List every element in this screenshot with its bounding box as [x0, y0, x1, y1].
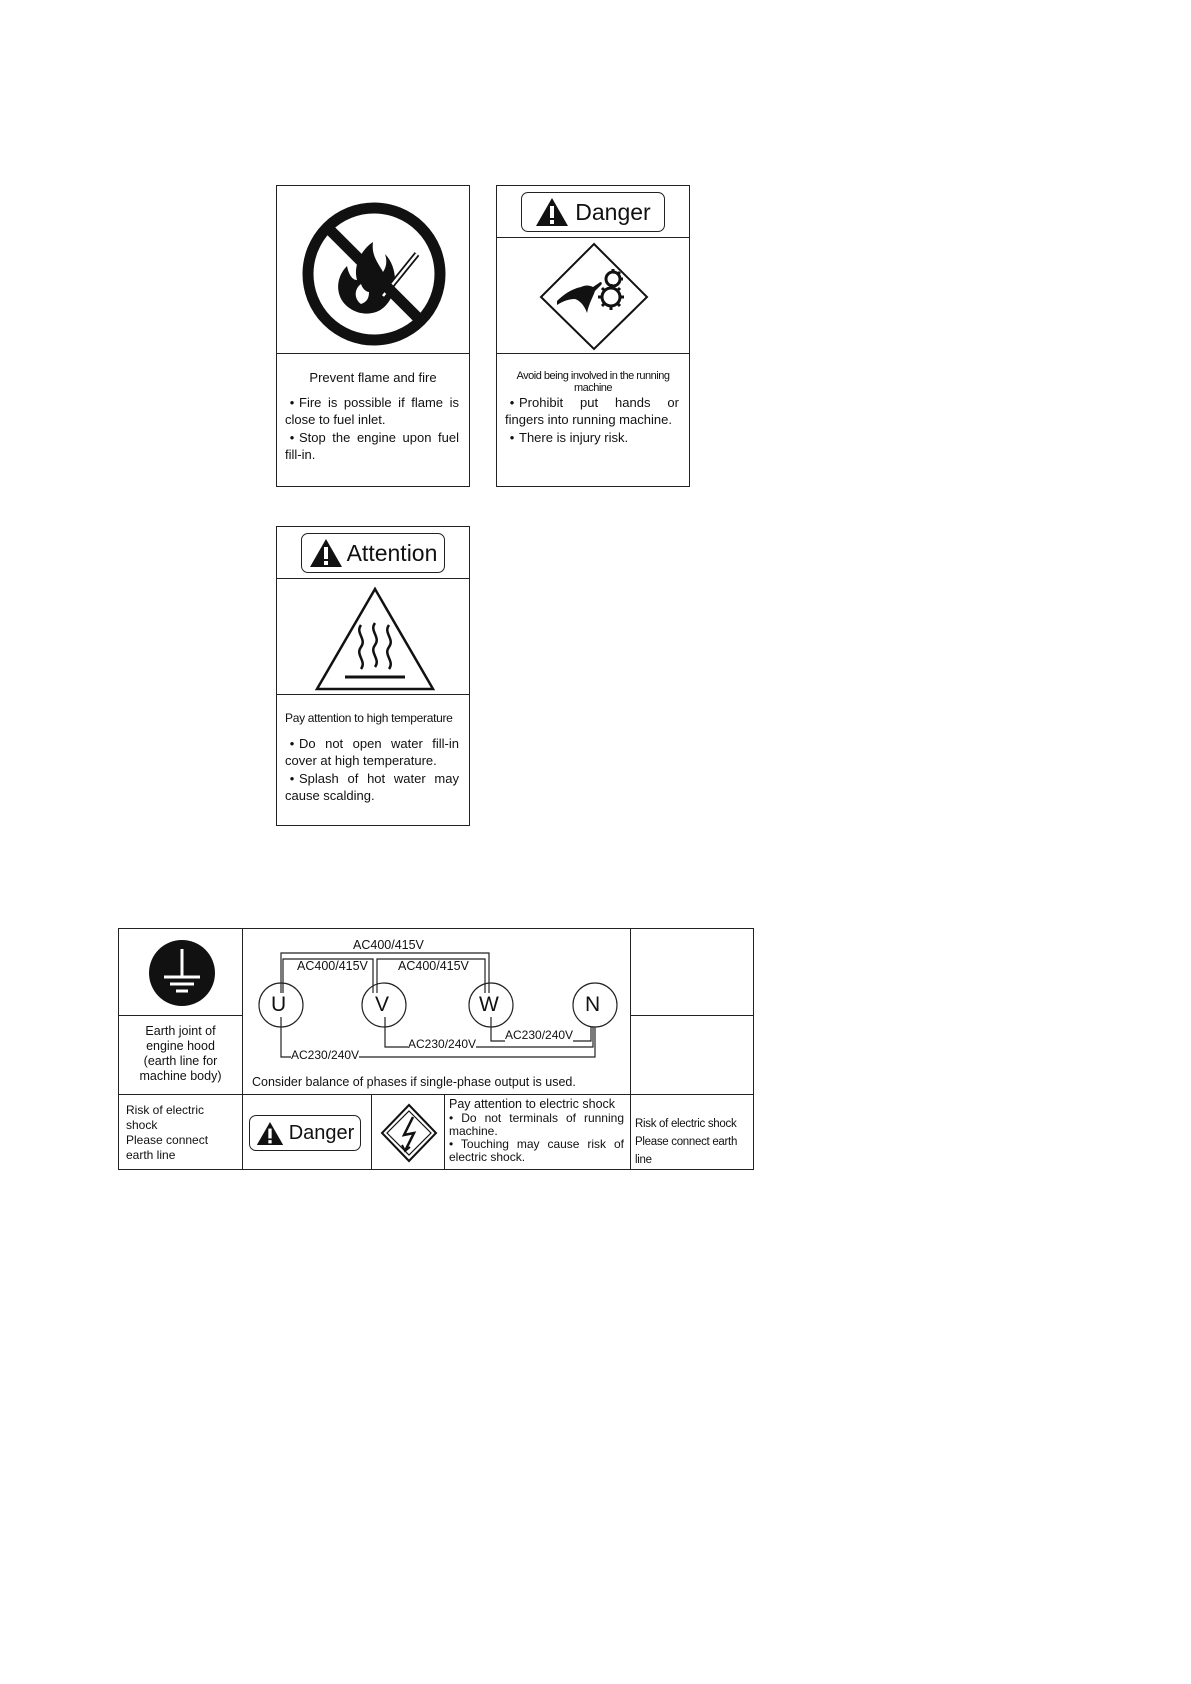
bullet-icon: •	[509, 395, 515, 410]
bullet-item: • Stop the engine upon fuel fill-in.	[285, 430, 459, 462]
blank-cell	[630, 1015, 754, 1095]
bullet-icon: •	[289, 395, 295, 410]
terminal-wiring-diagram	[243, 929, 630, 1094]
terminal-v: V	[375, 993, 390, 1016]
bullet-item: • Touching may cause risk of electric shock.	[449, 1137, 624, 1164]
terminal-w: W	[479, 993, 499, 1016]
danger-badge-cell	[242, 1094, 372, 1170]
risk-left-cell	[118, 1094, 243, 1170]
temperature-attention-label	[276, 526, 470, 826]
connect-earth-line: Please connect earth line	[635, 1136, 738, 1166]
shock-title: Pay attention to electric shock	[449, 1097, 616, 1111]
bullet-item: • Splash of hot water may cause scalding.	[285, 771, 459, 803]
hot-surface-icon	[313, 585, 437, 693]
bullet-item: • Prohibit put hands or fingers into running machine.	[505, 395, 679, 427]
divider	[277, 694, 469, 695]
danger-badge	[249, 1115, 361, 1151]
bullet-icon: •	[289, 736, 295, 751]
label-body	[285, 735, 459, 805]
voltage-label-uw: AC400/415V	[353, 938, 424, 952]
risk-text	[126, 1103, 236, 1163]
label-title: Pay attention to high temperature	[285, 711, 453, 725]
risk-text	[635, 1115, 749, 1169]
bullet-item: • Do not open water fill-in cover at high temperature.	[285, 736, 459, 768]
no-flame-icon	[299, 200, 449, 348]
machine-danger-label	[496, 185, 690, 487]
earth-caption-cell	[118, 1015, 243, 1095]
blank-cell	[630, 928, 754, 1016]
ground-symbol-icon	[147, 939, 217, 1007]
earth-joint-cell	[118, 928, 243, 1016]
bullet-item: • There is injury risk.	[505, 429, 679, 446]
badge-text: Attention	[346, 539, 438, 566]
warning-triangle-icon	[535, 197, 569, 227]
risk-line: Risk of electric shock	[635, 1118, 737, 1130]
warning-triangle-icon	[256, 1121, 284, 1146]
fire-warning-label	[276, 185, 470, 487]
shock-bullets	[449, 1112, 624, 1164]
voltage-label-un: AC230/240V	[291, 1048, 360, 1062]
danger-badge	[521, 192, 665, 232]
divider	[277, 578, 469, 579]
bullet-item: • Fire is possible if flame is close to fuel inlet.	[285, 395, 459, 427]
bullet-icon: •	[449, 1137, 461, 1151]
terminal-u: U	[271, 993, 287, 1016]
shock-text-cell	[444, 1094, 631, 1170]
terminal-n: N	[585, 993, 601, 1016]
attention-badge	[301, 533, 445, 573]
earth-caption: Earth joint of engine hood (earth line for machine body)	[139, 1024, 222, 1083]
warning-triangle-icon	[309, 538, 343, 568]
divider	[497, 353, 689, 354]
connect-earth-line: Please connect earth line	[126, 1133, 209, 1162]
bullet-icon: •	[449, 1111, 462, 1125]
voltage-label-vw: AC400/415V	[398, 959, 469, 973]
label-body	[505, 394, 679, 447]
label-title: Avoid being involved in the running machine	[516, 370, 670, 394]
diagram-note: Consider balance of phases if single-phase output is used.	[252, 1075, 576, 1089]
label-body	[285, 394, 459, 464]
badge-text: Danger	[575, 198, 651, 225]
terminal-panel	[118, 928, 754, 1170]
voltage-label-vn: AC230/240V	[408, 1037, 477, 1051]
label-title: Prevent flame and fire	[309, 370, 437, 385]
electric-shock-icon	[380, 1103, 438, 1163]
voltage-label-uv: AC400/415V	[297, 959, 368, 973]
bullet-icon: •	[289, 771, 295, 786]
divider	[497, 237, 689, 238]
badge-text: Danger	[288, 1121, 355, 1144]
shock-icon-cell	[371, 1094, 445, 1170]
wiring-diagram-cell	[242, 928, 631, 1095]
hand-gear-entanglement-icon	[537, 241, 651, 353]
risk-right-cell	[630, 1094, 754, 1170]
voltage-label-wn: AC230/240V	[505, 1028, 574, 1042]
bullet-icon: •	[289, 430, 295, 445]
bullet-item: • Do not terminals of running machine.	[449, 1111, 624, 1138]
risk-line: Risk of electric shock	[126, 1103, 205, 1132]
divider	[277, 353, 469, 354]
bullet-icon: •	[509, 430, 515, 445]
